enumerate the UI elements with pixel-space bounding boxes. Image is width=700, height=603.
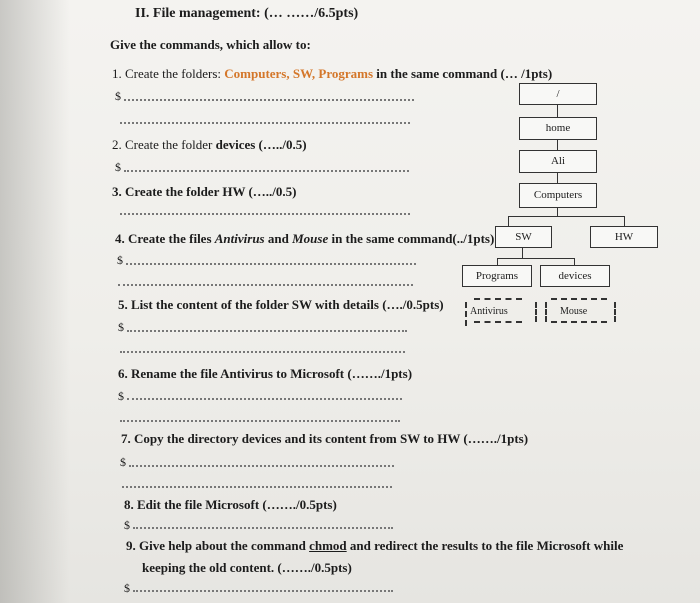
answer-line-5a[interactable] [127,330,407,332]
tree-node-hw: HW [590,226,658,248]
tree-edge-dashed [614,302,616,322]
tree-edge [557,105,558,117]
page-shadow [0,0,70,603]
prompt-symbol: $ [118,389,124,403]
tree-edge-dashed [474,298,522,300]
question-4-points: in the same command(../1pts) [328,231,495,246]
answer-line-6a[interactable] [127,398,402,400]
prompt-symbol: $ [124,518,130,532]
question-9-line-2: keeping the old content. (……./0.5pts) [142,560,352,575]
tree-edge [497,258,498,265]
question-6: 6. Rename the file Antivirus to Microsoft (……./1pts) [118,366,413,381]
prompt-symbol: $ [120,455,126,469]
section-title: II. File management: (… ……/6.5pts) [135,6,359,21]
tree-edge-dashed [465,302,467,326]
tree-edge [557,173,558,183]
prompt-symbol: $ [124,581,130,595]
answer-line-6b[interactable] [120,420,400,422]
answer-line-7a[interactable] [129,465,394,467]
answer-line-7b[interactable] [122,486,392,488]
question-8: 8. Edit the file Microsoft (……./0.5pts) [124,497,337,512]
tree-edge [574,258,575,265]
question-2 [112,137,307,153]
prompt-symbol: $ [115,160,121,174]
tree-node-programs: Programs [462,265,532,287]
question-9 [126,538,623,554]
instructions: Give the commands, which allow to: [110,37,311,52]
tree-node-computers: Computers [519,183,597,208]
question-3: 3. Create the folder HW (…../0.5) [112,184,297,199]
tree-file-mouse: Mouse [560,306,588,317]
question-4-file-1: Antivirus [214,231,265,246]
question-1 [112,66,552,82]
tree-edge-dashed [551,298,607,300]
question-9-command: chmod [309,538,347,553]
answer-line-8[interactable] [133,527,393,529]
question-5: 5. List the content of the folder SW with details (…./0.5pts) [118,297,444,312]
question-4-and: and [264,231,293,246]
tree-edge [522,248,523,258]
tree-edge-dashed [545,302,547,322]
answer-line-2[interactable] [124,170,409,172]
tree-node-home: home [519,117,597,140]
question-2-folder: devices (…../0.5) [215,137,307,152]
question-4 [115,231,494,247]
tree-node-ali: Ali [519,150,597,173]
tree-edge [557,140,558,150]
tree-node-devices: devices [540,265,610,287]
tree-node-root: / [519,83,597,105]
answer-line-1a[interactable] [124,99,414,101]
question-9-rest: and redirect the results to the file Microsoft while [346,538,624,553]
tree-node-sw: SW [495,226,552,248]
answer-line-9[interactable] [133,590,393,592]
prompt-symbol: $ [115,89,121,103]
tree-edge-dashed [535,302,537,322]
tree-file-antivirus: Antivirus [470,306,508,317]
question-4-label: 4. Create the files [115,231,215,246]
prompt-symbol: $ [118,320,124,334]
tree-edge-dashed [551,321,607,323]
question-2-label: 2. Create the folder [112,137,216,152]
answer-line-4b[interactable] [118,284,413,286]
answer-line-3[interactable] [120,213,410,215]
question-1-points: in the same command (… /1pts) [373,66,553,81]
tree-edge [557,208,558,216]
tree-edge-dashed [474,321,522,323]
question-7: 7. Copy the directory devices and its content from SW to HW (……./1pts) [121,431,529,446]
tree-edge [508,216,509,226]
tree-edge [508,216,625,217]
question-1-label: 1. Create the folders: [112,66,225,81]
question-1-folders: Computers, SW, Programs [224,66,374,81]
question-4-file-2: Mouse [292,231,329,246]
question-9-label: 9. Give help about the command [126,538,310,553]
prompt-symbol: $ [117,253,123,267]
tree-edge [497,258,575,259]
answer-line-5b[interactable] [120,351,405,353]
answer-line-1b[interactable] [120,122,410,124]
tree-edge [624,216,625,226]
answer-line-4a[interactable] [126,263,416,265]
